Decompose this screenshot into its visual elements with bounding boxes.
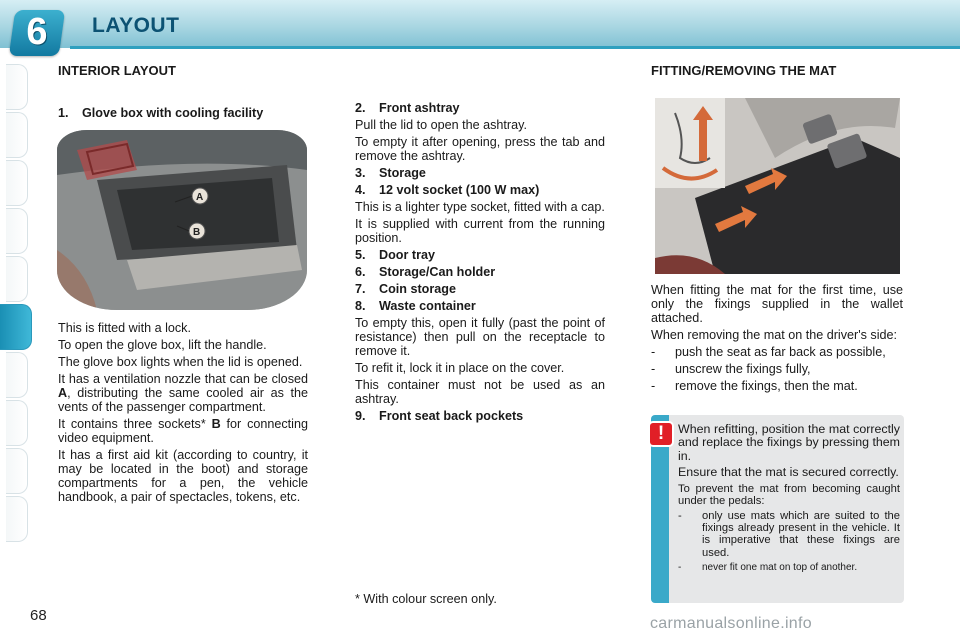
chapter-tab[interactable]	[6, 160, 28, 206]
fitting-mat-heading: FITTING/REMOVING THE MAT	[651, 63, 837, 78]
paragraph: This is a lighter type socket, fitted with a cap.	[355, 200, 605, 214]
list-item: - remove the fixings, then the mat.	[651, 379, 858, 393]
chapter-tab[interactable]	[6, 208, 28, 254]
chapter-tab-active[interactable]	[0, 304, 32, 350]
removal-steps	[651, 345, 903, 393]
warning-list	[678, 510, 900, 574]
label-a: A	[196, 192, 204, 203]
item-label: Door tray	[379, 248, 435, 262]
chapter-tab[interactable]	[6, 448, 28, 494]
item-label: 12 volt socket (100 W max)	[379, 183, 540, 197]
interior-items-list: 2. Front ashtray Pull the lid to open the ashtray. To empty it after opening, press the tab and remove the ashtray. 3. Storage 4. 12 volt socket (100 W max) This is a lighter type socket, fitted with a cap. It is supplied with current from the running position. 5. Door tray 6. Storage/Can holder 7. Coin storage 8. Waste container To empty this, open it fully (past the point of resistance) then pull on the receptacle to remove it. To refit it, lock it in place on the cover. This container must not be used as an ashtray. 9. Front seat back pockets	[355, 101, 605, 423]
floor-mat-illustration	[655, 98, 900, 274]
item-label: Front ashtray	[379, 101, 460, 115]
item-number: 1.	[58, 106, 69, 120]
footnote: * With colour screen only.	[355, 592, 497, 606]
paragraph: To open the glove box, lift the handle.	[58, 338, 267, 352]
item-label: Coin storage	[379, 282, 456, 296]
list-item: - unscrew the fixings fully,	[651, 362, 811, 376]
glove-box-item	[58, 106, 308, 124]
watermark: carmanualsonline.info	[650, 615, 812, 632]
mat-instructions	[651, 283, 903, 396]
paragraph: Ensure that the mat is secured correctly.	[678, 465, 899, 480]
item-label: Glove box with cooling facility	[82, 106, 264, 120]
label-b: B	[193, 227, 201, 238]
chapter-number: 6	[26, 11, 48, 53]
item-label: Storage/Can holder	[379, 265, 496, 279]
paragraph: It has a first aid kit (according to country, it may be located in the boot) and storage compartments for a pen, the vehicle handbook, a pair of spectacles, tokens, etc.	[58, 448, 308, 504]
page-number: 68	[30, 607, 47, 624]
paragraph: It contains three sockets* B for connecting video equipment.	[58, 417, 308, 445]
warning-text	[678, 423, 900, 577]
item-label: Front seat back pockets	[379, 409, 524, 423]
chapter-tab[interactable]	[6, 112, 28, 158]
warning-exclamation-icon: !	[650, 423, 672, 445]
glove-box-description	[58, 321, 308, 507]
interior-layout-heading: INTERIOR LAYOUT	[58, 63, 176, 78]
list-item: - push the seat as far back as possible,	[651, 345, 886, 359]
page-title: LAYOUT	[92, 14, 180, 37]
paragraph: It has a ventilation nozzle that can be closed A, distributing the same cooled air as the vents of the passenger compartment.	[58, 372, 308, 414]
list-item: - only use mats which are suited to the fixings already present in the vehicle. It is imperative that these fixings are used.	[678, 510, 900, 559]
chapter-tab[interactable]	[6, 64, 28, 110]
chapter-tab[interactable]	[6, 352, 28, 398]
paragraph: When removing the mat on the driver's side:	[651, 328, 897, 342]
paragraph: Pull the lid to open the ashtray.	[355, 118, 527, 132]
chapter-tab[interactable]	[6, 496, 28, 542]
paragraph: To prevent the mat from becoming caught under the pedals:	[678, 482, 900, 507]
paragraph: When fitting the mat for the first time, use only the fixings supplied in the wallet attached.	[651, 283, 903, 325]
list-item: - never fit one mat on top of another.	[678, 561, 858, 573]
item-label: Storage	[379, 166, 426, 180]
paragraph: The glove box lights when the lid is opened.	[58, 355, 303, 369]
chapter-tabs	[0, 64, 34, 574]
paragraph: When refitting, position the mat correctly and replace the fixings by pressing them in.	[678, 422, 900, 463]
chapter-tab[interactable]	[6, 256, 28, 302]
paragraph: This is fitted with a lock.	[58, 321, 191, 335]
item-label: Waste container	[379, 299, 476, 313]
paragraph: It is supplied with current from the running position.	[355, 217, 605, 245]
paragraph: To empty it after opening, press the tab and remove the ashtray.	[355, 135, 605, 163]
paragraph: To refit it, lock it in place on the cover.	[355, 361, 565, 375]
paragraph: This container must not be used as an ashtray.	[355, 378, 605, 406]
paragraph: To empty this, open it fully (past the point of resistance) then pull on the receptacle to remove it.	[355, 316, 605, 358]
glove-box-illustration	[57, 130, 307, 310]
chapter-tab[interactable]	[6, 400, 28, 446]
header-rule	[70, 46, 960, 49]
